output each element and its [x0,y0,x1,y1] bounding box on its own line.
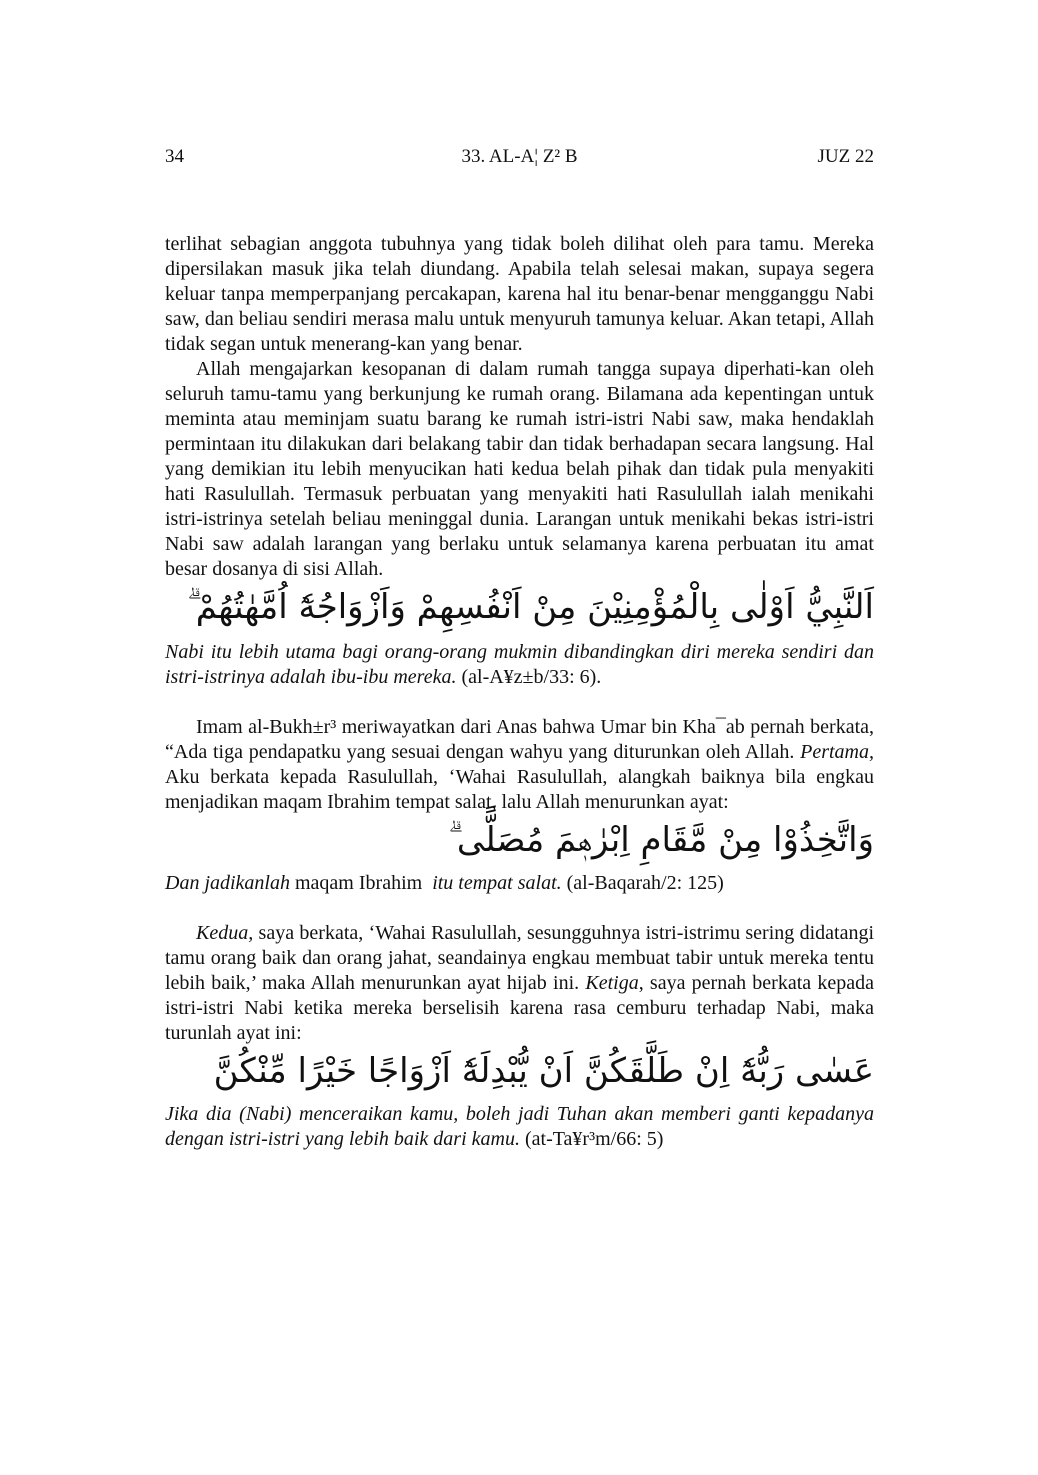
verse-1-reference: (al-A¥z±b/33: 6). [461,666,602,688]
verse-3-translation [165,1102,874,1152]
paragraph-1: terlihat sebagian anggota tubuhnya yang tidak boleh dilihat oleh para tamu. Mereka dipersilakan masuk jika telah diundang. Apabila telah selesai makan, supaya segera keluar tanpa memperpanjang percakapan, karena hal itu benar-benar mengganggu Nabi saw, dan beliau sendiri merasa malu untuk menyuruh tamunya keluar. Akan tetapi, Allah tidak segan untuk menerang-kan yang benar. [165,233,874,355]
arabic-verse-2: وَاتَّخِذُوْا مِنْ مَّقَامِ اِبْرٰهٖمَ مُصَلًّى ۗ [448,820,874,860]
juz-label: JUZ 22 [817,146,874,167]
arabic-verse-3: عَسٰى رَبُّهٗٓ اِنْ طَلَّقَكُنَّ اَنْ يُّبْدِلَهٗٓ اَزْوَاجًا خَيْرًا مِّنْكُنَّ [213,1051,874,1091]
page-body [165,232,874,1152]
page-number: 34 [165,146,184,167]
verse-1-translation [165,640,874,690]
verse-2-translation: Dan jadikanlah maqam Ibrahim itu tempat salat. (al-Baqarah/2: 125) [165,872,724,894]
running-header [165,146,874,172]
paragraph-3: Imam al-Bukh±r³ meriwayatkan dari Anas bahwa Umar bin Kha¯ab pernah berkata, “Ada tiga pendapatku yang sesuai dengan wahyu yang diturunkan oleh Allah. Pertama, Aku berkata kepada Rasulullah, ‘Wahai Rasulullah, alangkah baiknya bila engkau menjadikan maqam Ibrahim tempat salat, lalu Allah menurunkan ayat: [165,716,875,813]
paragraph-4: Kedua, saya berkata, ‘Wahai Rasulullah, sesungguhnya istri-istrimu sering didatangi tamu orang baik dan orang jahat, seandainya engkau membuat tabir untuk mereka tentu lebih baik,’ maka Allah menurunkan ayat hijab ini. Ketiga, saya pernah berkata kepada istri-istri Nabi ketika mereka berselisih karena rasa cemburu terhadap Nabi, maka turunlah ayat ini: [165,922,875,1044]
arabic-verse-1: اَلنَّبِيُّ اَوْلٰى بِالْمُؤْمِنِيْنَ مِنْ اَنْفُسِهِمْ وَاَزْوَاجُهٗٓ اُمَّهٰتُهُمْ ۗ [187,587,874,627]
chapter-title: 33. AL-A¦ Z² B [461,146,578,167]
verse-2-reference: (al-Baqarah/2: 125) [566,872,724,894]
verse-1-translation-text: Nabi itu lebih utama bagi orang-orang mukmin dibandingkan diri mereka sendiri dan istri-istrinya adalah ibu-ibu mereka. [165,641,874,688]
verse-3-reference: (at-Ta¥r³m/66: 5) [524,1128,664,1150]
verse-3-translation-text: Jika dia (Nabi) menceraikan kamu, boleh jadi Tuhan akan memberi ganti kepadanya dengan istri-istri yang lebih baik dari kamu. [165,1103,874,1150]
paragraph-2: Allah mengajarkan kesopanan di dalam rumah tangga supaya diperhati-kan oleh seluruh tamu-tamu yang berkunjung ke rumah orang. Bilamana ada kepentingan untuk meminta atau meminjam suatu barang ke rumah istri-istri Nabi saw, maka hendaklah permintaan itu dilakukan dari belakang tabir dan tidak berhadapan secara langsung. Hal yang demikian itu lebih menyucikan hati kedua belah pihak dan tidak pula menyakiti hati Rasulullah. Termasuk perbuatan yang menyakiti hati Rasulullah ialah menikahi istri-istrinya setelah beliau meninggal dunia. Larangan untuk menikahi bekas istri-istri Nabi saw adalah larangan yang berlaku untuk selamanya karena perbuatan itu amat besar dosanya di sisi Allah. [165,358,874,580]
